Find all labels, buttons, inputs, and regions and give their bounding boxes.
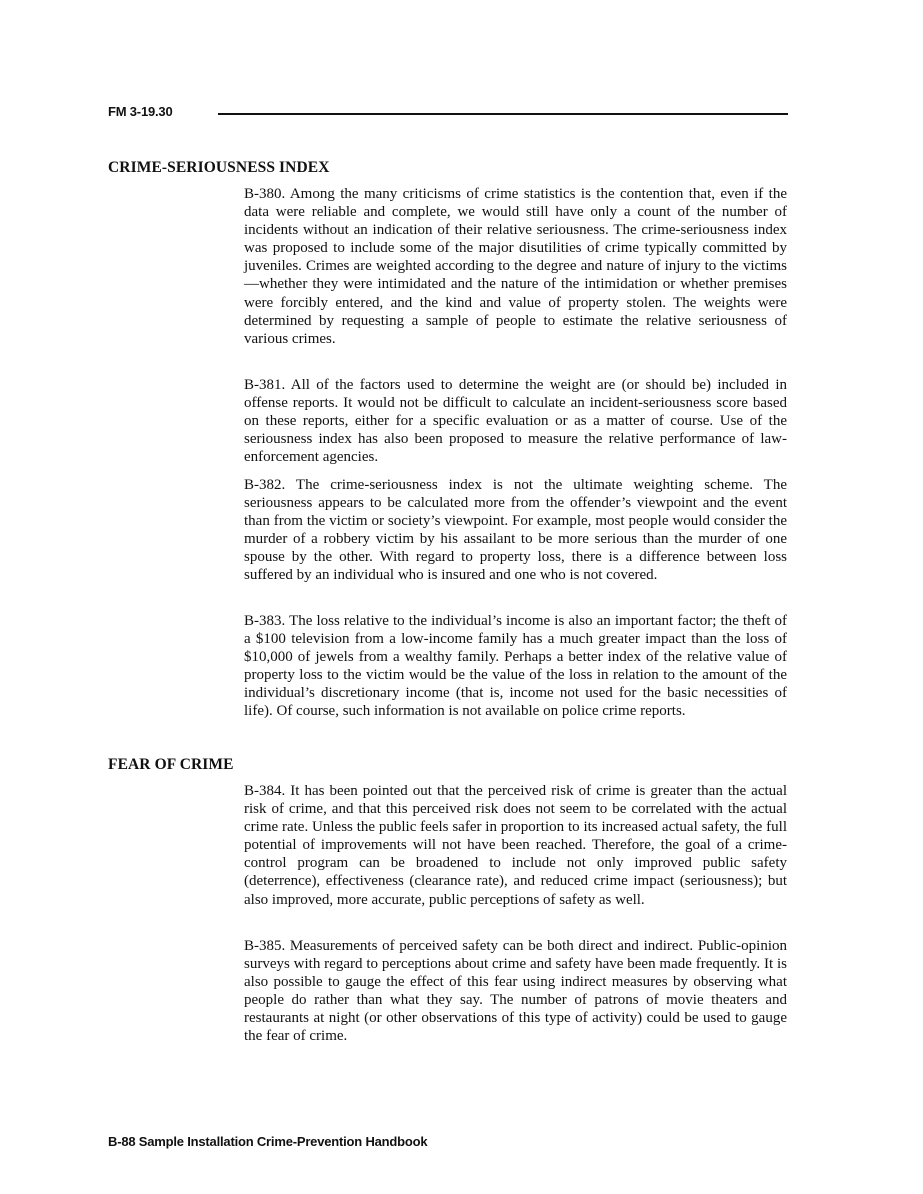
paragraph-b-382: [244, 476, 787, 585]
paragraph-b-385: [244, 937, 787, 1046]
paragraph-text: B-380. Among the many criticisms of crime statistics is the contention that, even if the data were reliable and complete, we would still have only a count of the number of incidents without an indication of their relative seriousness. The crime-seriousness index was proposed to include some of the major disutilities of crime typically committed by juveniles. Crimes are weighted according to the degree and nature of injury to the victims—whether they were intimidated and the nature of the intimidation or whether premises were forcibly entered, and the kind and value of property stolen. The weights were determined by requesting a sample of people to estimate the relative seriousness of various crimes.: [244, 186, 787, 347]
paragraph-text: B-383. The loss relative to the individual’s income is also an important factor; the theft of a $100 television from a low-income family has a much greater impact than the loss of $10,000 of jewels from a wealthy family. Perhaps a better index of the relative value of property loss to the victim would be the value of the loss in relation to the amount of the individual’s discretionary income (that is, income not used for the basic necessities of life). Of course, such information is not available on police crime reports.: [244, 613, 787, 720]
page-header: [108, 100, 788, 124]
document-id: FM 3-19.30: [108, 104, 173, 119]
section-heading-crime-seriousness-index: CRIME-SERIOUSNESS INDEX: [108, 159, 330, 176]
page-footer: B-88 Sample Installation Crime-Prevention Handbook: [108, 1134, 428, 1149]
paragraph-b-381: [244, 376, 787, 466]
paragraph-text: B-384. It has been pointed out that the perceived risk of crime is greater than the actual risk of crime, and that this perceived risk does not seem to be correlated with the actual crime rate. Unless the public feels safer in proportion to its increased actual safety, the full potential of improvements will not have been reached. Therefore, the goal of a crime-control program can be broadened to include not only improved public safety (deterrence), effectiveness (clearance rate), and reduced crime impact (seriousness); but also improved, more accurate, public perceptions of safety as well.: [244, 783, 787, 908]
paragraph-b-380: [244, 185, 787, 348]
paragraph-b-384: [244, 782, 787, 909]
header-rule: [218, 113, 788, 115]
paragraph-text: B-381. All of the factors used to determine the weight are (or should be) included in offense reports. It would not be difficult to calculate an incident-seriousness score based on these reports, either for a specific evaluation or as a matter of course. Use of the seriousness index has also been proposed to measure the relative performance of law-enforcement agencies.: [244, 377, 787, 466]
section-heading-fear-of-crime: FEAR OF CRIME: [108, 756, 234, 773]
paragraph-text: B-382. The crime-seriousness index is not the ultimate weighting scheme. The seriousness appears to be calculated more from the offender’s viewpoint and the event than from the victim or society’s viewpoint. For example, most people would consider the murder of a robbery victim by his assailant to be more serious than the murder of one spouse by the other. With regard to property loss, there is a difference between loss suffered by an individual who is insured and one who is not covered.: [244, 477, 787, 584]
paragraph-text: B-385. Measurements of perceived safety can be both direct and indirect. Public-opinion surveys with regard to perceptions about crime and safety have been made frequently. It is also possible to gauge the effect of this fear using indirect measures by observing what people do rather than what they say. The number of patrons of movie theaters and restaurants at night (or other observations of this type of activity) could be used to gauge the fear of crime.: [244, 938, 787, 1045]
paragraph-b-383: [244, 612, 787, 721]
